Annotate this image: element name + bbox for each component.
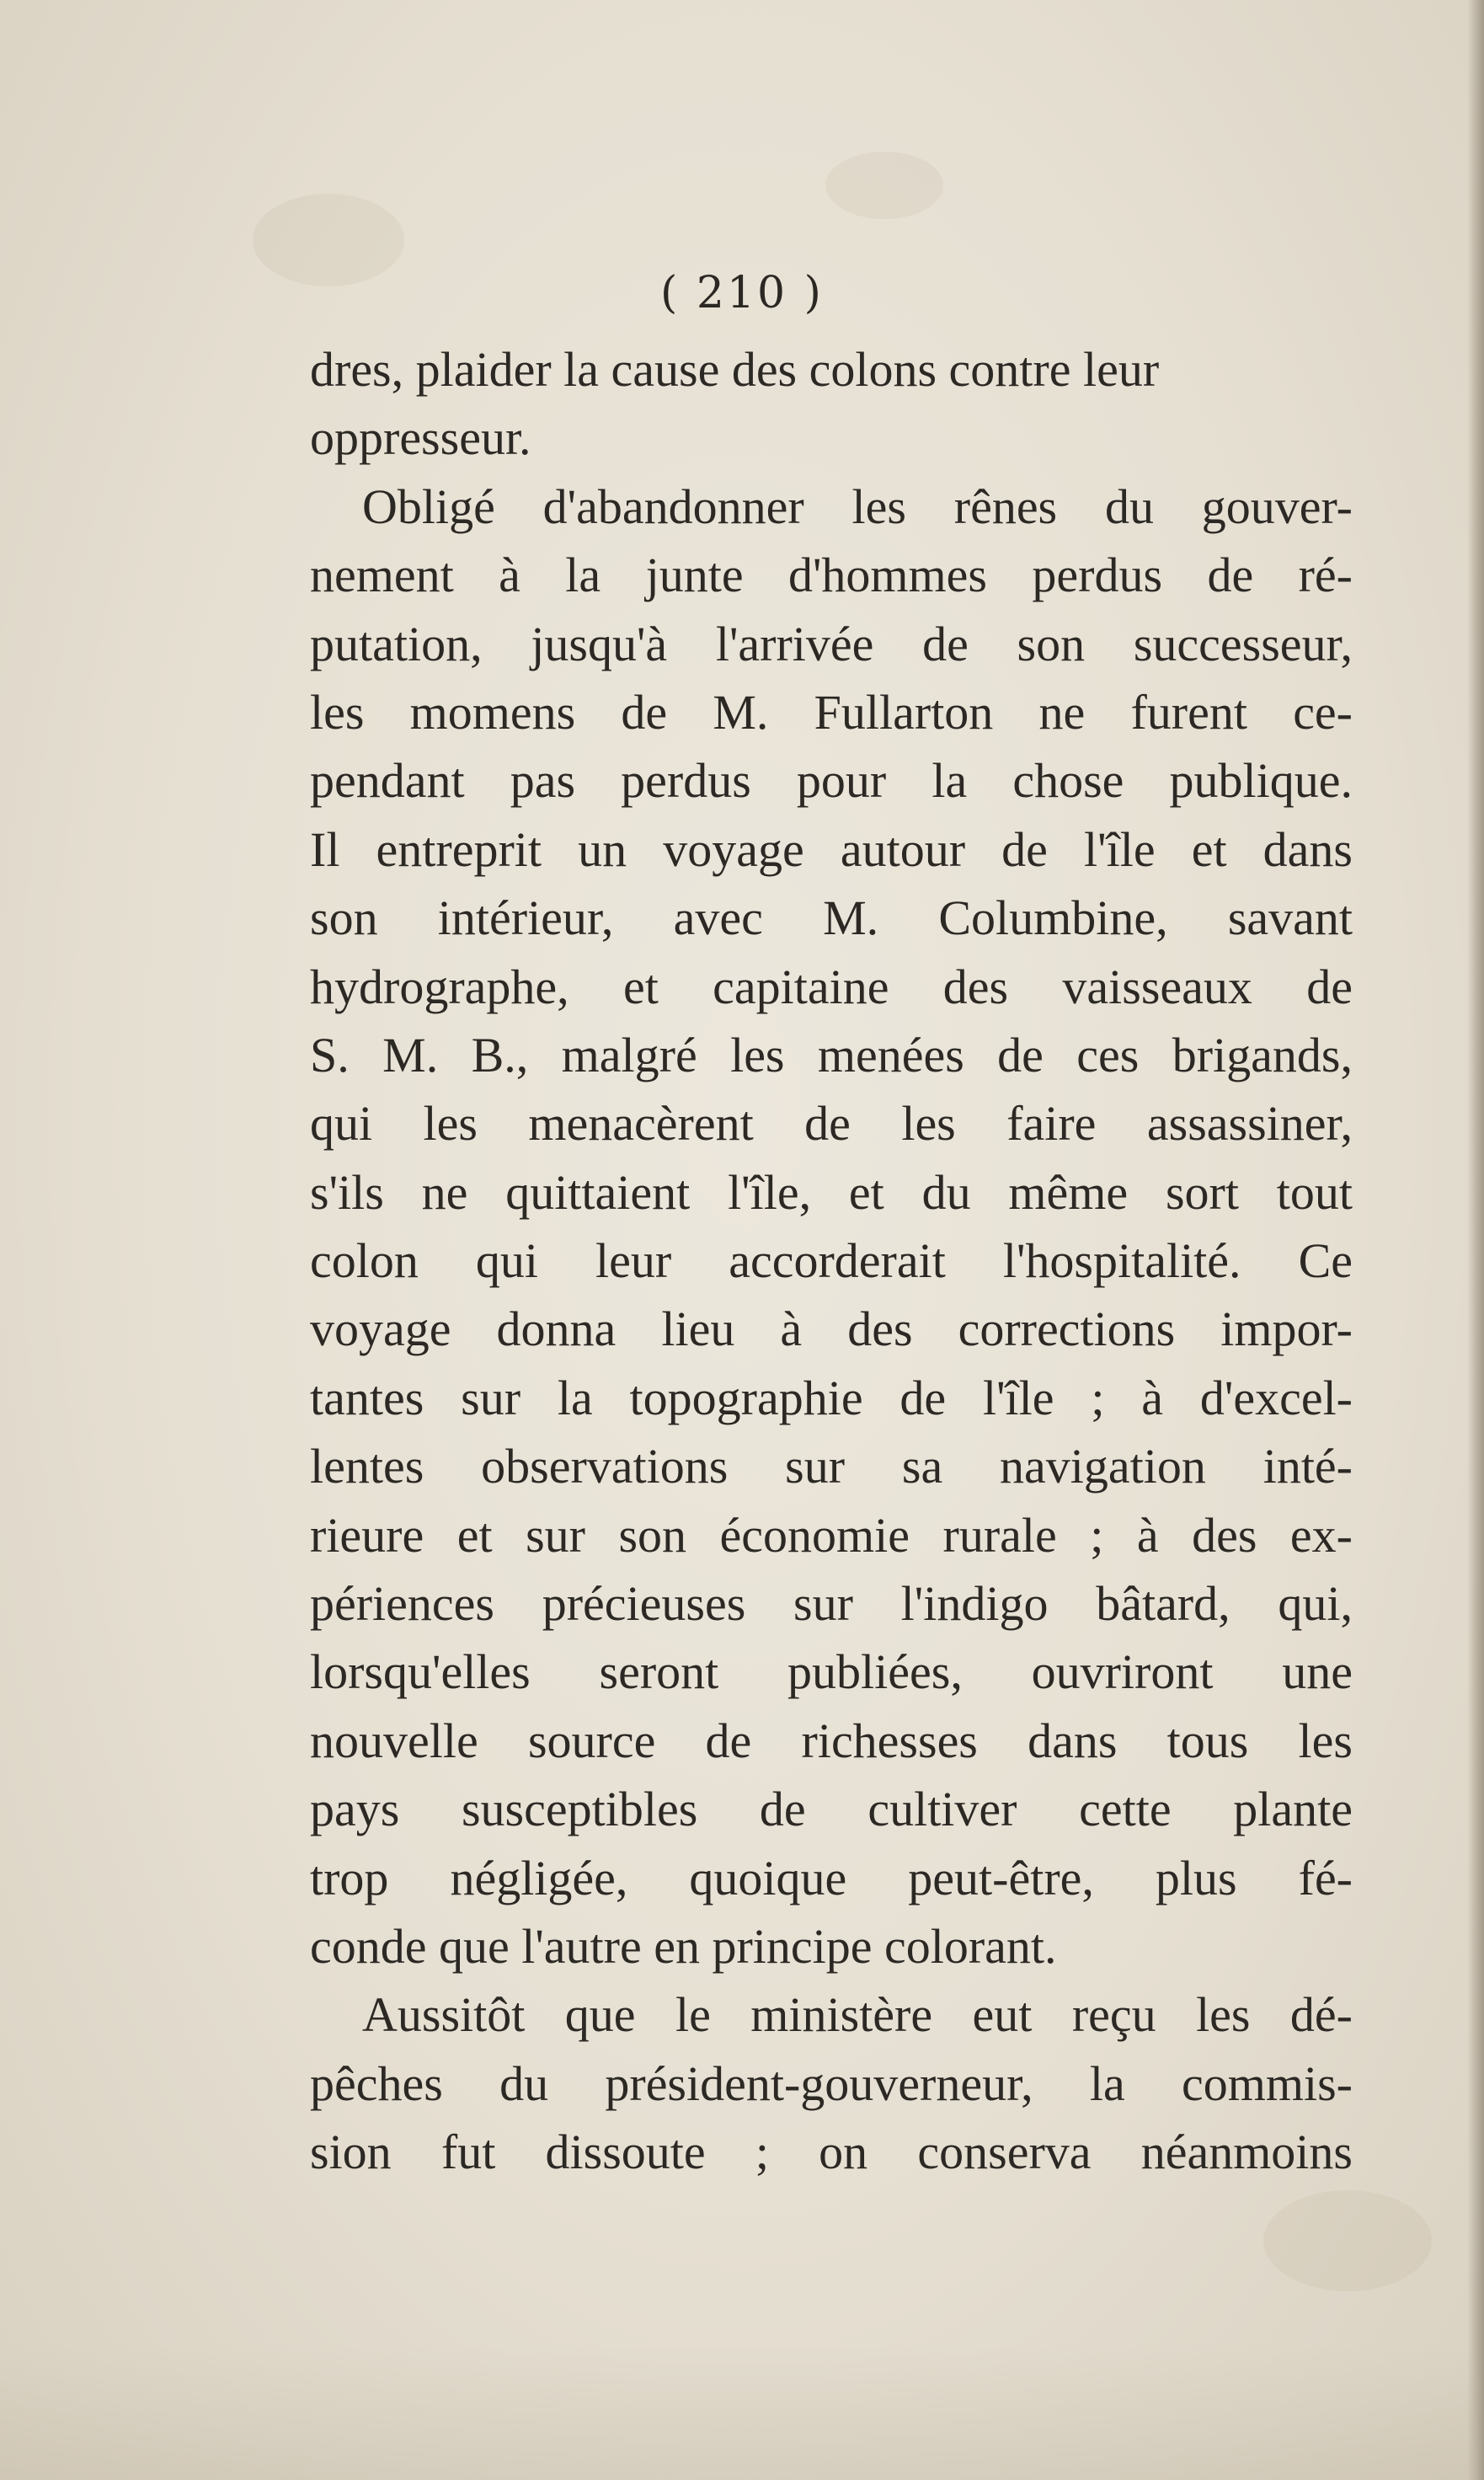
text-line: Il entreprit un voyage autour de l'île et dans [310, 821, 1353, 877]
text-line: qui les menacèrent de les faire assassiner, [310, 1096, 1353, 1152]
text-line: son intérieur, avec M. Columbine, savant [310, 890, 1353, 946]
text-line: oppresseur. [310, 410, 531, 466]
body-text [310, 335, 1353, 2187]
text-line: nouvelle source de richesses dans tous les [310, 1713, 1353, 1768]
text-line: périences précieuses sur l'indigo bâtard, qui, [310, 1576, 1353, 1632]
text-line: pendant pas perdus pour la chose publique. [310, 753, 1353, 809]
text-line: rieure et sur son économie rurale ; à des ex- [310, 1507, 1353, 1563]
text-line: Aussitôt que le ministère eut reçu les dé- [362, 1987, 1353, 2043]
text-line: S. M. B., malgré les menées de ces brigands, [310, 1027, 1353, 1082]
text-line: s'ils ne quittaient l'île, et du même sort tout [310, 1164, 1353, 1220]
text-line: les momens de M. Fullarton ne furent ce- [310, 684, 1353, 740]
page-edge [1467, 0, 1484, 2480]
text-line: pêches du président-gouverneur, la commis- [310, 2055, 1353, 2111]
text-line: colon qui leur accorderait l'hospitalité. Ce [310, 1233, 1353, 1289]
text-line: hydrographe, et capitaine des vaisseaux de [310, 959, 1353, 1014]
text-line: sion fut dissoute ; on conserva néanmoins [310, 2125, 1353, 2180]
paper-stain [825, 152, 943, 219]
text-line: dres, plaider la cause des colons contre leur [310, 342, 1160, 397]
page-shadow [0, 2345, 1484, 2480]
text-line: Obligé d'abandonner les rênes du gouver- [362, 478, 1353, 534]
page-number: ( 210 ) [660, 268, 824, 318]
text-line: voyage donna lieu à des corrections impor- [310, 1301, 1353, 1357]
text-line: trop négligée, quoique peut-être, plus fé- [310, 1850, 1353, 1905]
text-line: putation, jusqu'à l'arrivée de son successeur, [310, 616, 1353, 671]
text-line: tantes sur la topographie de l'île ; à d'excel- [310, 1370, 1353, 1425]
text-line: nement à la junte d'hommes perdus de ré- [310, 548, 1353, 603]
text-line: conde que l'autre en principe colorant. [310, 1918, 1057, 1974]
paper-stain [1263, 2190, 1432, 2291]
text-line: lentes observations sur sa navigation inté- [310, 1439, 1353, 1494]
text-line: lorsqu'elles seront publiées, ouvriront une [310, 1644, 1353, 1700]
text-line: pays susceptibles de cultiver cette plante [310, 1782, 1353, 1837]
